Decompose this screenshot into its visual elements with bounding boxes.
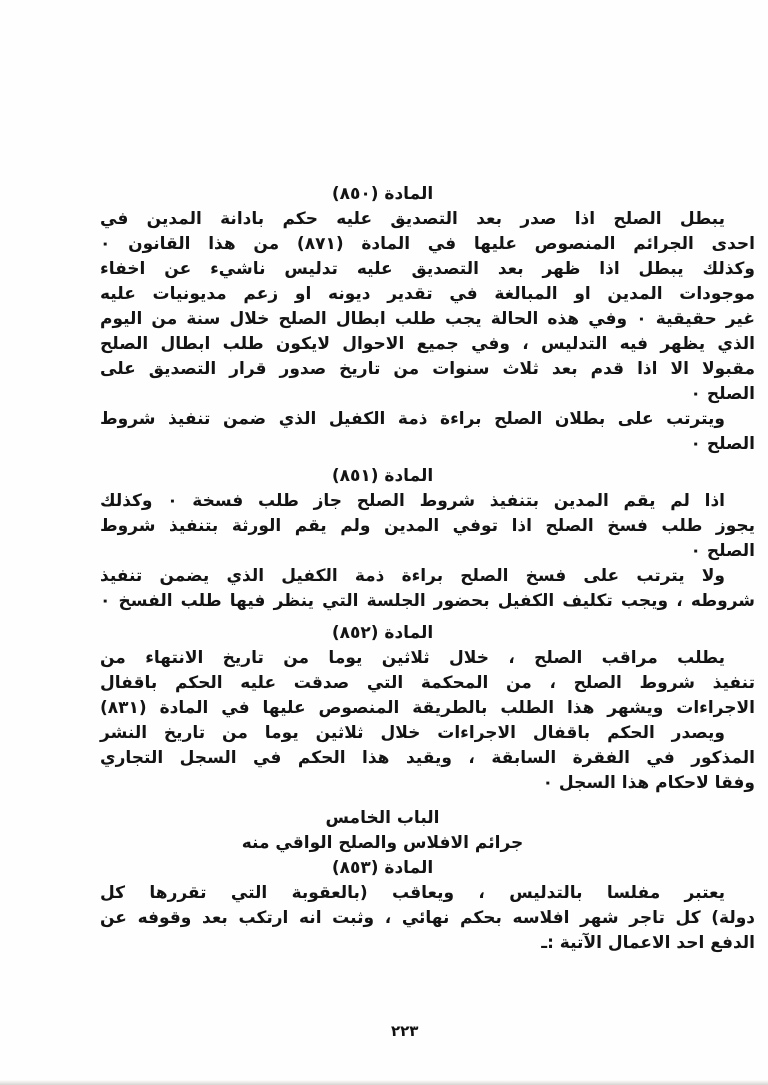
body-line: ويصدر الحكم باقفال الاجراءات خلال ثلاثين يوما من تاريخ النشر — [100, 723, 725, 743]
heading-article: المادة (٨٥٠) — [331, 184, 434, 204]
body-line: ولا يترتب على فسخ الصلح براءة ذمة الكفيل الذي يضمن تنفيذ — [100, 566, 725, 586]
body-line: المذكور في الفقرة السابقة ، ويقيد هذا الحكم في السجل التجاري — [100, 748, 755, 768]
body-line: يجوز طلب فسخ الصلح اذا توفي المدين ولم يقم الورثة بتنفيذ شروط — [100, 516, 755, 536]
body-line: الاجراءات ويشهر هذا الطلب بالطريقة المنصوص عليها في المادة (٨٣١) — [100, 698, 755, 718]
heading-sub: جرائم الافلاس والصلح الواقي منه — [241, 833, 524, 853]
heading-article: المادة (٨٥٢) — [331, 623, 434, 643]
heading-article: المادة (٨٥٣) — [331, 858, 434, 878]
body-line: غير حقيقية ٠ وفي هذه الحالة يجب طلب ابطال الصلح خلال سنة من اليوم — [100, 309, 755, 329]
body-line: الصلح ٠ — [690, 541, 755, 561]
body-line: اذا لم يقم المدين بتنفيذ شروط الصلح جاز طلب فسخة ٠ وكذلك — [100, 491, 725, 511]
paragraph — [100, 489, 755, 564]
body-line: الذي يظهر فيه التدليس ، وفي جميع الاحوال لايكون طلب ابطال الصلح — [100, 334, 755, 354]
body-line: دولة) كل تاجر شهر افلاسه بحكم نهائي ، وثبت انه ارتكب بعد وقوفه عن — [100, 908, 755, 928]
body-line: شروطه ، ويجب تكليف الكفيل بحضور الجلسة التي ينظر فيها طلب الفسخ ٠ — [100, 591, 755, 611]
body-line: الصلح ٠ — [690, 434, 755, 454]
scan-bottom-edge — [0, 1080, 768, 1085]
document-body — [100, 0, 755, 956]
paragraph — [100, 646, 755, 721]
body-line: وفقا لاحكام هذا السجل ٠ — [542, 773, 755, 793]
heading-article: المادة (٨٥١) — [331, 466, 434, 486]
body-line: موجودات المدين او المبالغة في تقدير ديونه او زعم مديونيات عليه — [100, 284, 755, 304]
paragraph — [100, 207, 755, 407]
paragraph — [100, 407, 755, 457]
body-line: يبطل الصلح اذا صدر بعد التصديق عليه حكم بادانة المدين في — [100, 209, 725, 229]
body-line: مقبولا الا اذا قدم بعد ثلاث سنوات من تاريخ صدور قرار التصديق على — [100, 359, 755, 379]
body-line: ويترتب على بطلان الصلح براءة ذمة الكفيل الذي ضمن تنفيذ شروط — [100, 409, 725, 429]
paragraph — [100, 564, 755, 614]
page-number: ٢٢٣ — [391, 1022, 419, 1040]
paragraph — [100, 721, 755, 796]
heading-chapter: الباب الخامس — [325, 808, 440, 828]
body-line: تنفيذ شروط الصلح ، من المحكمة التي صدقت عليه الحكم باقفال — [100, 673, 755, 693]
body-line: الدفع احد الاعمال الآتية :ـ — [541, 933, 755, 953]
body-line: الصلح ٠ — [690, 384, 755, 404]
body-line: احدى الجرائم المنصوص عليها في المادة (٨٧١) من هذا القانون ٠ — [100, 234, 755, 254]
body-line: وكذلك يبطل اذا ظهر بعد التصديق عليه تدليس ناشيء عن اخفاء — [100, 259, 755, 279]
paragraph — [100, 881, 755, 956]
body-line: يعتبر مفلسا بالتدليس ، ويعاقب (بالعقوبة التي تقررها كل — [100, 883, 725, 903]
body-line: يطلب مراقب الصلح ، خلال ثلاثين يوما من تاريخ الانتهاء من — [100, 648, 725, 668]
